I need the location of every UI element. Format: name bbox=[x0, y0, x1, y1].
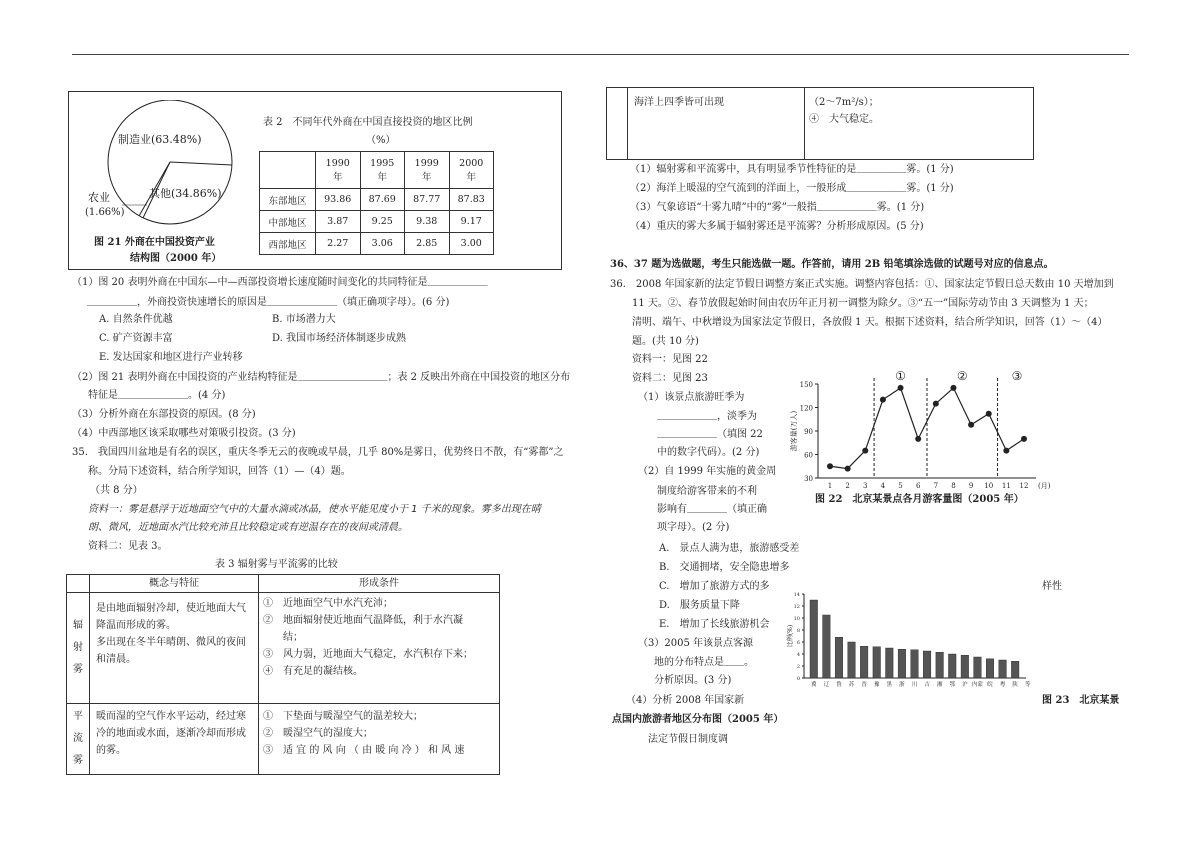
y-tick-label: 150 bbox=[799, 381, 813, 389]
origin-bar bbox=[948, 654, 956, 678]
data-point bbox=[845, 466, 851, 472]
option-e: E. 发达国家和地区进行产业转移 bbox=[99, 352, 243, 363]
q35-question-3: （3）气象谚语“十雾九晴”中的“雾”一般指＿＿＿＿＿＿雾。(1 分) bbox=[630, 202, 925, 213]
pie-label-agriculture-pct: (1.66%) bbox=[85, 207, 125, 218]
value-cell: 87.69 bbox=[360, 189, 405, 211]
q36-line-4: 题。(共 10 分) bbox=[632, 336, 699, 347]
concept-line: 和清晨。 bbox=[96, 654, 136, 665]
y-tick-label: 10 bbox=[793, 616, 800, 622]
q35-line-1: 35. 我国四川盆地是有名的误区，重庆冬季无云的夜晚或早晨，几乎 80%是雾日，优势终日不散，有“雾都”之 bbox=[72, 447, 564, 458]
value-cell: 3.06 bbox=[360, 233, 405, 255]
table-row bbox=[260, 189, 494, 211]
category-label: 粤 bbox=[999, 682, 1006, 688]
condition-line: ③ 适 宜 的 风 向 （ 由 暖 向 冷 ） 和 风 速 bbox=[263, 745, 465, 756]
table2-year-cell bbox=[405, 152, 450, 189]
data-point bbox=[933, 401, 939, 407]
q36-2-line4: 项字母）。(2 分) bbox=[657, 522, 730, 533]
year-suffix: 年 bbox=[421, 171, 432, 183]
x-tick-label: 4 bbox=[880, 482, 886, 490]
advection-fog-conditions bbox=[259, 704, 500, 775]
table2-year-cell bbox=[449, 152, 494, 189]
x-tick-label: 3 bbox=[863, 482, 868, 490]
y-axis-label: 比例(%) bbox=[787, 624, 794, 648]
data-point bbox=[950, 385, 956, 391]
y-tick-label: 30 bbox=[804, 475, 813, 483]
q36-1-line1: （1）该景点旅游旺季为 bbox=[638, 392, 745, 403]
value-cell: 87.77 bbox=[405, 189, 450, 211]
origin-bar bbox=[986, 659, 994, 678]
radiation-fog-label bbox=[67, 593, 90, 704]
label-char: 平 bbox=[73, 711, 83, 722]
season-marker: ② bbox=[956, 369, 968, 383]
condition-line: ② 暖湿空气的湿度大； bbox=[263, 728, 373, 739]
origin-bar bbox=[823, 615, 831, 678]
concept-line: 海洋上四季皆可出现 bbox=[634, 97, 724, 108]
x-tick-label: 7 bbox=[933, 482, 939, 490]
material2: 资料二：见表 3。 bbox=[88, 541, 168, 552]
origin-bar bbox=[835, 637, 843, 678]
x-tick-label: 11 bbox=[1001, 482, 1011, 490]
condition-line: ① 下垫面与暖湿空气的温差较大； bbox=[263, 711, 423, 722]
q34-part2-line2: 特征是＿＿＿＿＿＿＿。(4 分) bbox=[88, 390, 226, 401]
radiation-fog-concept bbox=[90, 593, 259, 704]
value-cell: 2.27 bbox=[316, 233, 361, 255]
q36-2-option-a: A. 景点人满为患，旅游感受差 bbox=[659, 543, 800, 554]
concept-line: 的雾。 bbox=[96, 745, 126, 756]
data-point bbox=[898, 385, 904, 391]
origin-bar bbox=[974, 657, 982, 678]
origin-bar bbox=[873, 647, 881, 678]
table-row bbox=[67, 704, 500, 775]
x-tick-label: 12 bbox=[1019, 482, 1029, 490]
advection-fog-label bbox=[67, 704, 90, 775]
x-tick-label: 1 bbox=[827, 482, 833, 490]
option-a: A. 自然条件优越 bbox=[99, 314, 173, 325]
table3-head-condition: 形成条件 bbox=[259, 575, 500, 593]
condition-line: 结； bbox=[263, 632, 303, 643]
origin-bar bbox=[936, 652, 944, 678]
x-tick-label: 5 bbox=[898, 482, 903, 490]
q35-line-3: （共 8 分） bbox=[90, 485, 143, 496]
q36-2-option-c-tail: 样性 bbox=[1042, 581, 1062, 592]
table2-year-cell bbox=[360, 152, 405, 189]
table-row bbox=[607, 88, 1034, 160]
line-chart-fig22 bbox=[786, 366, 1056, 494]
table3 bbox=[66, 574, 500, 775]
year-suffix: 年 bbox=[332, 171, 343, 183]
region-cell: 西部地区 bbox=[260, 233, 316, 255]
y-tick-label: 120 bbox=[799, 404, 813, 413]
table3-continued-conditions bbox=[805, 88, 1034, 160]
option-d: D. 我国市场经济体制逐步成熟 bbox=[272, 333, 407, 344]
x-axis-unit: (月) bbox=[1038, 482, 1051, 490]
value-cell: 9.38 bbox=[405, 211, 450, 233]
category-label: 黑 bbox=[886, 682, 893, 688]
fig23-caption-a: 图 23 北京某景 bbox=[1042, 695, 1120, 706]
condition-line: （2～7m²/s）； bbox=[809, 97, 879, 108]
value-cell: 9.25 bbox=[360, 211, 405, 233]
q36-2-option-c: C. 增加了旅游方式的多 bbox=[659, 581, 770, 592]
q36-line-3: 清明、端午、中秋增设为国家法定节假日，各放假 1 天。根据下述资料，结合所学知识，回答（1）～（4） bbox=[632, 317, 1108, 328]
concept-line: 降温而形成的雾。 bbox=[96, 620, 176, 631]
condition-line: ④ 有充足的凝结核。 bbox=[263, 666, 363, 677]
advection-fog-concept bbox=[90, 704, 259, 775]
option-b: B. 市场潜力大 bbox=[272, 314, 336, 325]
fig21-caption-line2: 结构图（2000 年） bbox=[130, 253, 222, 264]
table2-corner bbox=[260, 152, 316, 189]
data-point bbox=[827, 463, 833, 469]
y-tick-label: 12 bbox=[793, 604, 800, 610]
season-marker: ③ bbox=[1011, 369, 1023, 383]
category-label: 湘 bbox=[936, 682, 943, 688]
data-point bbox=[1003, 448, 1009, 454]
x-tick-label: 10 bbox=[984, 482, 994, 490]
q36-2-line1: （2）自 1999 年实施的黄金周 bbox=[638, 466, 777, 477]
data-point bbox=[1021, 436, 1027, 442]
bar-chart-fig23 bbox=[786, 588, 1036, 696]
x-tick-label: 2 bbox=[845, 482, 850, 490]
category-label: 皖 bbox=[987, 682, 993, 688]
y-tick-label: 0 bbox=[796, 676, 800, 682]
origin-bar bbox=[1011, 661, 1019, 678]
x-tick-label: 8 bbox=[951, 482, 956, 490]
q36-2-line2: 制度给游客带来的不利 bbox=[657, 486, 757, 497]
q36-3-line3: 分析原因。(3 分) bbox=[654, 675, 732, 686]
table3-title: 表 3 辐射雾与平流雾的比较 bbox=[215, 559, 338, 570]
origin-bar bbox=[860, 646, 868, 678]
category-label: 内蒙 bbox=[971, 682, 983, 688]
table2 bbox=[259, 151, 494, 255]
pie-label-agriculture: 农业 bbox=[88, 191, 110, 204]
year-label: 1999 bbox=[414, 157, 439, 169]
q35-question-2: （2）海洋上暖湿的空气流到的洋面上，一般形成＿＿＿＿＿＿雾。(1 分) bbox=[630, 183, 954, 194]
table2-header-row bbox=[260, 152, 494, 189]
table3-header-row bbox=[67, 575, 500, 593]
category-label: 苏 bbox=[848, 682, 855, 688]
table3-continued-concept bbox=[628, 88, 805, 160]
q35-question-1: （1）辐射雾和平流雾中，具有明显季节性特征的是＿＿＿＿＿雾。(1 分) bbox=[630, 164, 954, 175]
material1-line1: 资料一：雾是悬浮于近地面空气中的大量水滴或冰晶，使水平能见度小于 1 千米的现象。雾多出现在晴 bbox=[88, 504, 541, 515]
q36-2-option-d: D. 服务质量下降 bbox=[659, 600, 740, 611]
origin-bar bbox=[810, 600, 818, 678]
category-label: 晋 bbox=[861, 682, 867, 688]
year-label: 1995 bbox=[370, 157, 395, 169]
label-char: 雾 bbox=[73, 664, 83, 675]
label-char: 雾 bbox=[73, 755, 83, 766]
q36-3-line2: 地的分布特点是＿＿。 bbox=[654, 657, 754, 668]
y-tick-label: 8 bbox=[796, 628, 800, 634]
season-marker: ① bbox=[895, 369, 906, 383]
category-label: 等 bbox=[1025, 682, 1031, 688]
category-label: 川 bbox=[911, 682, 918, 688]
year-suffix: 年 bbox=[466, 171, 476, 183]
origin-bar bbox=[911, 650, 919, 678]
q36-2-option-e: E. 增加了长线旅游机会 bbox=[659, 619, 770, 630]
label-char: 辐 bbox=[73, 620, 83, 631]
q34-part2-line1: （2）图 21 表明外商在中国投资的产业结构特征是＿＿＿＿＿＿＿＿＿；表 2 反映出外商在中国投资的地区分布 bbox=[72, 372, 571, 383]
data-point bbox=[968, 422, 974, 428]
label-char: 流 bbox=[73, 733, 83, 744]
category-label: 冀 bbox=[811, 682, 817, 688]
origin-bar bbox=[961, 655, 969, 678]
table-row bbox=[260, 211, 494, 233]
concept-line: 是由地面辐射冷却，使近地面大气 bbox=[96, 603, 246, 614]
year-label: 1990 bbox=[325, 157, 350, 169]
y-axis-label: 游客量(万人) bbox=[790, 410, 798, 452]
value-cell: 9.17 bbox=[449, 211, 494, 233]
q36-1-line2: ＿＿＿＿＿＿，淡季为 bbox=[657, 411, 757, 422]
table3-head-concept: 概念与特征 bbox=[90, 575, 259, 593]
condition-line: ④ 大气稳定。 bbox=[809, 114, 879, 125]
q36-1-line4: 中的数字代码）。(2 分) bbox=[657, 447, 760, 458]
value-cell: 93.86 bbox=[316, 189, 361, 211]
category-label: 陕 bbox=[1012, 682, 1018, 688]
q36-4-line2: 法定节假日制度调 bbox=[648, 734, 728, 745]
concept-line: 冷的地面或水面，逐渐冷却而形成 bbox=[96, 728, 246, 739]
q35-line-2: 称。分局下述资料，结合所学知识，回答（1）—（4）题。 bbox=[88, 466, 351, 477]
q36-line-1: 36. 2008 年国家新的法定节假日调整方案正式实施。调整内容包括：①、国家法定节假日总天数由 10 天增加到 bbox=[610, 279, 1114, 290]
q34-line-1: （1）图 20 表明外商在中国东—中—西部投资增长速度随时间变化的共同特征是＿＿＿＿＿＿ bbox=[72, 277, 488, 288]
y-tick-label: 14 bbox=[793, 592, 800, 598]
origin-bar bbox=[886, 648, 894, 678]
origin-bar bbox=[848, 642, 856, 678]
table2-title: 表 2 不同年代外商在中国直接投资的地区比例 bbox=[263, 117, 473, 128]
x-tick-label: 9 bbox=[968, 482, 974, 490]
label-char: 射 bbox=[73, 642, 83, 653]
q34-line-2: ＿＿＿＿＿，外商投资快速增长的原因是＿＿＿＿＿＿＿（填正确项字母）。(6 分) bbox=[87, 297, 450, 308]
data-point bbox=[862, 448, 868, 454]
material-1-ref: 资料一：见图 22 bbox=[632, 354, 708, 365]
fig21-caption-line1: 图 21 外商在中国投资产业 bbox=[94, 237, 215, 248]
table3-corner bbox=[67, 575, 90, 593]
q36-3-line1: （3）2005 年该景点客源 bbox=[638, 638, 753, 649]
fig23-caption-b: 点国内旅游者地区分布图（2005 年） bbox=[612, 714, 784, 725]
condition-line: ① 近地面空气中水汽充沛； bbox=[263, 598, 393, 609]
region-cell: 东部地区 bbox=[260, 189, 316, 211]
pie-label-other: 其他(34.86%) bbox=[149, 187, 222, 200]
pie-label-manufacturing: 制造业(63.48%) bbox=[118, 133, 202, 146]
concept-line: 暖而湿的空气作水平运动，经过寒 bbox=[96, 711, 246, 722]
origin-bar bbox=[999, 660, 1007, 678]
origin-bar bbox=[898, 649, 906, 678]
year-label: 2000 bbox=[459, 157, 484, 169]
table3-continued-label bbox=[607, 88, 628, 160]
condition-line: ② 地面辐射使近地面气温降低，利于水汽凝 bbox=[263, 615, 463, 626]
table-row bbox=[260, 233, 494, 255]
fig22-caption: 图 22 北京某景点各月游客量图（2005 年） bbox=[815, 494, 1024, 505]
q36-2-option-b: B. 交通拥堵，安全隐患增多 bbox=[659, 562, 790, 573]
table-row bbox=[67, 593, 500, 704]
q35-question-4: （4）重庆的雾大多属于辐射雾还是平流雾？分析形成原因。(5 分) bbox=[630, 221, 924, 232]
y-tick-label: 60 bbox=[804, 451, 813, 460]
q36-4-line1: （4）分析 2008 年国家新 bbox=[626, 695, 745, 706]
concept-line: 多出现在冬半年晴朗、微风的夜间 bbox=[96, 637, 246, 648]
table2-unit: （%） bbox=[366, 135, 396, 146]
year-suffix: 年 bbox=[377, 171, 387, 183]
data-point bbox=[880, 397, 886, 403]
y-tick-label: 6 bbox=[796, 640, 800, 646]
region-cell: 中部地区 bbox=[260, 211, 316, 233]
category-label: 吉 bbox=[924, 682, 930, 688]
radiation-fog-conditions bbox=[259, 593, 500, 704]
table3-continued bbox=[606, 87, 1034, 160]
origin-bar bbox=[923, 651, 931, 678]
category-label: 浙 bbox=[899, 682, 905, 688]
option-c: C. 矿产资源丰富 bbox=[99, 333, 173, 344]
pie-divider-1 bbox=[170, 162, 232, 165]
category-label: 辽 bbox=[823, 682, 830, 688]
q36-2-line3: 影响有＿＿＿＿（填正确 bbox=[657, 504, 767, 515]
category-label: 沪 bbox=[962, 682, 968, 688]
y-tick-label: 4 bbox=[796, 652, 800, 658]
y-tick-label: 2 bbox=[796, 664, 800, 670]
material1-line2: 朗、微风，近地面水汽比较充沛且比较稳定或有逆温存在的夜间或清晨。 bbox=[88, 522, 408, 533]
elective-note: 36、37 题为选做题，考生只能选做一题。作答前，请用 2B 铅笔填涂选做的试题号对应的信息点。 bbox=[610, 259, 1054, 270]
data-point bbox=[986, 411, 992, 417]
y-tick-label: 90 bbox=[804, 428, 813, 436]
value-cell: 87.83 bbox=[449, 189, 494, 211]
q36-line-2: 11 天。②、春节放假起始时间由农历年正月初一调整为除夕。③“五一”国际劳动节由 3 天调整为 1 天； bbox=[632, 298, 1094, 309]
q34-part3: （3）分析外商在东部投资的原因。(8 分) bbox=[72, 409, 256, 420]
page-top-rule bbox=[72, 54, 1129, 55]
category-label: 豫 bbox=[873, 682, 880, 688]
condition-line: ③ 风力弱，近地面大气稳定，水汽积存下来； bbox=[263, 649, 473, 660]
category-label: 鄂 bbox=[949, 682, 956, 688]
value-cell: 2.85 bbox=[405, 233, 450, 255]
data-point bbox=[915, 436, 921, 442]
table2-year-cell bbox=[316, 152, 361, 189]
category-label: 鲁 bbox=[836, 682, 842, 688]
x-tick-label: 6 bbox=[915, 482, 921, 490]
material-2-ref: 资料二：见图 23 bbox=[632, 373, 708, 384]
value-cell: 3.00 bbox=[449, 233, 494, 255]
q36-1-line3: ＿＿＿＿＿＿（填图 22 bbox=[657, 429, 763, 440]
q34-part4: （4）中西部地区该采取哪些对策吸引投资。(3 分) bbox=[72, 428, 296, 439]
value-cell: 3.87 bbox=[316, 211, 361, 233]
